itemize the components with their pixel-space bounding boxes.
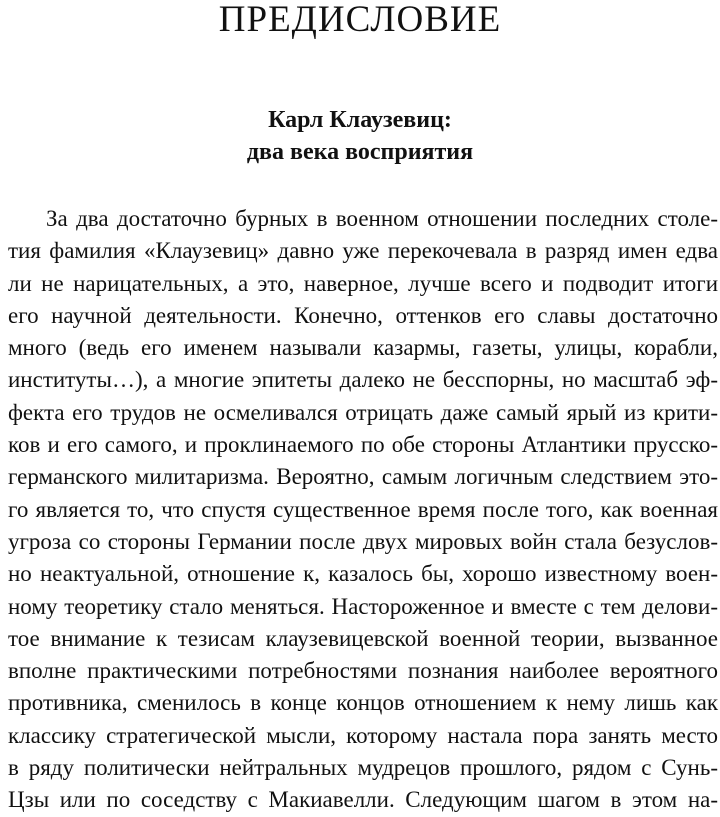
section-title-line-2: два века восприятия — [246, 139, 474, 165]
text-line: ли не нарицательных, а это, наверное, лучше всего и подводит итоги — [8, 270, 718, 296]
text-line: За два достаточно бурных в военном отношении последних столе- — [46, 206, 718, 231]
body-paragraph — [8, 203, 718, 817]
text-line: вполне практическими потребностями познания наиболее вероятного — [8, 658, 718, 684]
text-line: тое внимание к тезисам клаузевицевской военной теории, вызванное — [8, 625, 718, 651]
text-line: тия фамилия «Клаузевиц» давно уже перекочевала в разряд имен едва — [8, 238, 718, 264]
text-line: его научной деятельности. Конечно, оттенков его славы достаточно — [8, 302, 718, 328]
text-line: го является то, что спустя существенное время после того, как военная — [8, 496, 718, 522]
section-title-line-1: Карл Клаузевиц: — [268, 107, 452, 133]
text-line: Цзы или по соседству с Макиавелли. Следующим шагом в этом на- — [8, 787, 718, 813]
text-line: фекта его трудов не осмеливался отрицать даже самый ярый из крити- — [8, 399, 718, 425]
text-line: германского милитаризма. Вероятно, самым логичным следствием это- — [8, 464, 718, 490]
text-line: противника, сменилось в конце концов отношением к нему лишь как — [8, 690, 718, 716]
text-line: в ряду политически нейтральных мудрецов прошлого, рядом с Сунь- — [8, 755, 718, 781]
text-line: угроза со стороны Германии после двух мировых войн стала безуслов- — [8, 528, 718, 554]
text-line: но неактуальной, отношение к, казалось бы, хорошо известному воен- — [8, 561, 718, 587]
section-title — [0, 104, 720, 168]
text-line: институты…), а многие эпитеты далеко не бесспорны, но масштаб эф- — [8, 367, 718, 393]
text-line: ному теоретику стало меняться. Настороженное и вместе с тем делови- — [8, 593, 718, 619]
text-line: классику стратегической мысли, которому настала пора занять место — [8, 722, 718, 748]
text-line: много (ведь его именем называли казармы, газеты, улицы, корабли, — [8, 335, 718, 361]
chapter-title: ПРЕДИСЛОВИЕ — [218, 0, 502, 40]
text-line: ков и его самого, и проклинаемого по обе стороны Атлантики прусско- — [8, 432, 718, 458]
